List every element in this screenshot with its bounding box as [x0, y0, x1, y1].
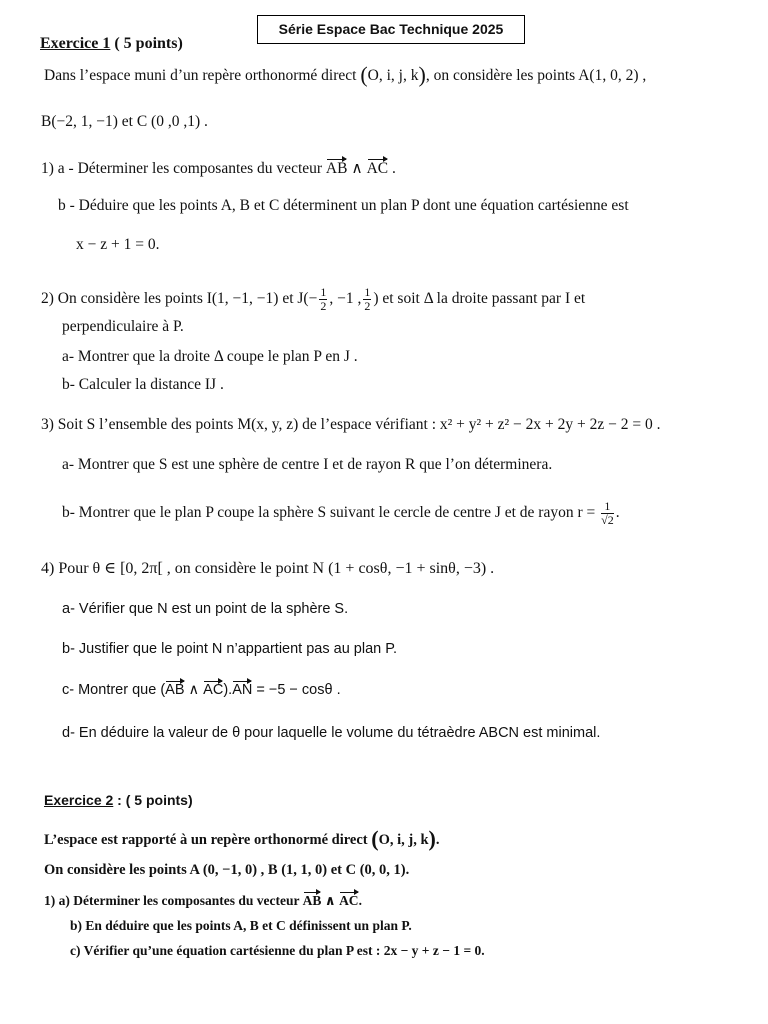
fraction-den: 2	[320, 299, 327, 313]
ex2-q1c: c) Vérifier qu’une équation cartésienne du plan P est : 2x − y + z − 1 = 0.	[70, 943, 485, 958]
vector-ab: AB	[325, 160, 348, 177]
ex1-intro-text: Dans l’espace muni d’un repère orthonormé direct	[44, 67, 357, 84]
vector-ac: AC	[203, 682, 224, 698]
ex1-q3b	[62, 500, 620, 527]
ex1-q2-mid: , −1 ,	[329, 290, 362, 308]
ex1-q1a	[41, 159, 396, 178]
ex1-q4c	[62, 682, 341, 698]
ex1-intro-points: , on considère les points A(1, 0, 2) ,	[425, 67, 647, 84]
ex1-q1b-equation: x − z + 1 = 0.	[76, 236, 160, 253]
cross-operator: ∧	[321, 893, 340, 908]
ex1-intro-line2: B(−2, 1, −1) et C (0 ,0 ,1) .	[41, 113, 208, 130]
vector-ac: AC	[366, 160, 389, 177]
ex1-q4c-end: = −5 − cosθ .	[252, 682, 341, 698]
ex2-intro	[44, 826, 440, 852]
ex2-q1b: b) En déduire que les points A, B et C définissent un plan P.	[70, 918, 412, 933]
exercise-1-points: ( 5 points)	[110, 35, 183, 52]
dot-operator: ).	[223, 682, 233, 698]
ex1-q3b-text: b- Montrer que le plan P coupe la sphère S suivant le cercle de centre J et de rayon r =	[62, 504, 600, 522]
ex2-q1a-text: 1) a) Déterminer les composantes du vecteur	[44, 893, 303, 908]
q3b-end: .	[615, 504, 620, 522]
q1a-end: .	[388, 160, 396, 177]
ex1-q1b: b - Déduire que les points A, B et C déterminent un plan P dont une équation cartésienne est	[58, 197, 629, 214]
cross-operator: ∧	[184, 682, 204, 698]
ex2-q1a-end: .	[358, 893, 362, 908]
fraction-one-over-sqrt2	[601, 500, 614, 527]
series-title: Série Espace Bac Technique 2025	[278, 21, 504, 37]
ex1-q2-line2: perpendiculaire à P.	[62, 318, 184, 335]
cross-operator: ∧	[347, 160, 367, 177]
ex1-q3: 3) Soit S l’ensemble des points M(x, y, z) de l’espace vérifiant : x² + y² + z² − 2x + 2y + 2z − 2 = 0 .	[41, 416, 661, 433]
ex1-q4: 4) Pour θ ∈ [0, 2π[ , on considère le point N (1 + cosθ, −1 + sinθ, −3) .	[41, 560, 495, 577]
vector-ab: AB	[302, 893, 322, 908]
ex1-q4d: d- En déduire la valeur de θ pour laquelle le volume du tétraèdre ABCN est minimal.	[62, 725, 601, 741]
ex2-q1a	[44, 893, 362, 909]
ex1-q2b: b- Calculer la distance IJ .	[62, 376, 224, 393]
fraction-den: √2	[601, 513, 614, 527]
ex1-q1a-text: 1) a - Déterminer les composantes du vecteur	[41, 160, 326, 177]
ex2-points-line: On considère les points A (0, −1, 0) , B (1, 1, 0) et C (0, 0, 1).	[44, 862, 410, 878]
ex1-q2a: a- Montrer que la droite Δ coupe le plan P en J .	[62, 348, 358, 365]
exercise-2-points: : ( 5 points)	[113, 792, 193, 808]
vector-ac: AC	[339, 893, 359, 908]
ex1-q4a: a- Vérifier que N est un point de la sphère S.	[62, 601, 349, 617]
vector-ab: AB	[165, 682, 185, 698]
ex1-q3a: a- Montrer que S est une sphère de centre I et de rayon R que l’on déterminera.	[62, 456, 553, 473]
fraction-den: 2	[364, 299, 371, 313]
fraction-half-2	[363, 286, 371, 313]
ex1-q2-text: 2) On considère les points I(1, −1, −1) et J(−	[41, 290, 318, 308]
vector-an: AN	[232, 682, 253, 698]
fraction-num: 1	[364, 285, 371, 299]
exercise-2-heading	[44, 792, 193, 808]
ex2-intro-end: .	[435, 832, 440, 848]
fraction-num: 1	[601, 500, 614, 514]
ex1-q4b: b- Justifier que le point N n’appartient pas au plan P.	[62, 641, 398, 657]
fraction-num: 1	[320, 285, 327, 299]
ex1-intro-line1	[44, 62, 646, 88]
frame-close-paren: )	[428, 826, 436, 851]
frame-open-paren: (	[371, 826, 379, 851]
frame-close-paren: )	[418, 62, 426, 87]
ex2-intro-text: L’espace est rapporté à un repère orthonormé direct	[44, 832, 368, 848]
ex1-q4c-text: c- Montrer que (	[62, 682, 166, 698]
exercise-1-title: Exercice 1	[40, 35, 111, 52]
ex1-q2	[41, 286, 585, 313]
frame-open-paren: (	[360, 62, 368, 87]
ex1-frame: O, i, j, k	[367, 67, 419, 84]
fraction-half-1	[319, 286, 327, 313]
exercise-2-title: Exercice 2	[44, 792, 114, 808]
ex2-frame: O, i, j, k	[378, 832, 429, 848]
exercise-1-heading	[40, 35, 183, 53]
ex1-q2-end: ) et soit Δ la droite passant par I et	[373, 290, 586, 308]
series-title-box	[257, 15, 525, 44]
